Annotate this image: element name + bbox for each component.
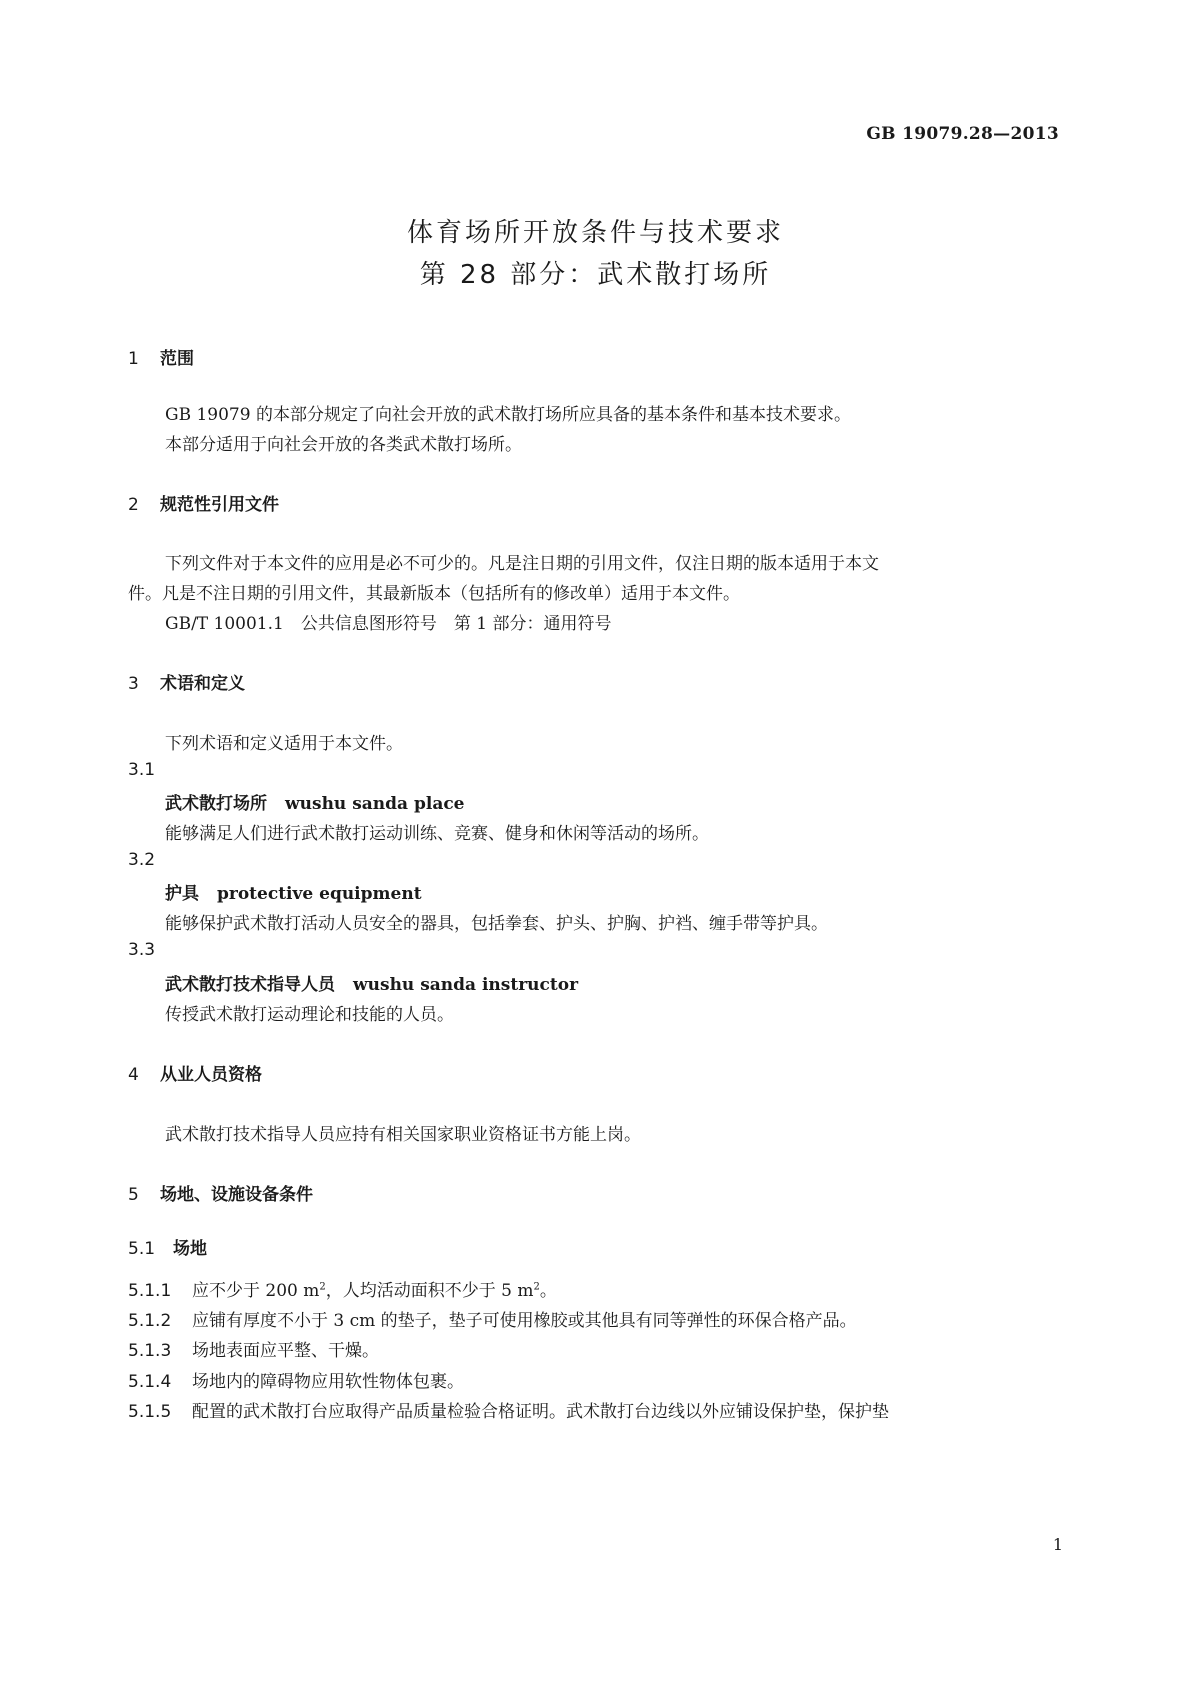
section-2-paragraph-line-2: 件。凡是不注日期的引用文件，其最新版本（包括所有的修改单）适用于本文件。 xyxy=(128,584,740,604)
section-1-paragraph-2: 本部分适用于向社会开放的各类武术散打场所。 xyxy=(165,435,522,455)
clause-text-part: 应不少于 200 m xyxy=(192,1281,320,1301)
section-2-title: 规范性引用文件 xyxy=(160,495,279,515)
superscript: 2 xyxy=(533,1281,540,1293)
section-4-title: 从业人员资格 xyxy=(160,1065,262,1085)
section-2-number: 2 xyxy=(128,495,139,515)
section-4-heading xyxy=(128,1060,262,1085)
clause-number: 5.1.5 xyxy=(128,1402,172,1422)
term-number: 3.2 xyxy=(128,850,156,870)
page-number: 1 xyxy=(1052,1535,1063,1554)
section-5-title: 场地、设施设备条件 xyxy=(160,1185,313,1205)
term-entry xyxy=(165,789,465,814)
section-4-number: 4 xyxy=(128,1065,139,1085)
section-2-paragraph-line-1: 下列文件对于本文件的应用是必不可少的。凡是注日期的引用文件，仅注日期的版本适用于本文 xyxy=(165,554,879,574)
section-5-heading xyxy=(128,1180,313,1205)
clause-5-1-1 xyxy=(128,1276,557,1301)
subsection-5-1-title: 场地 xyxy=(173,1239,207,1259)
section-3-title: 术语和定义 xyxy=(160,674,245,694)
term-english: wushu sanda place xyxy=(285,794,465,814)
section-1-title: 范围 xyxy=(160,349,194,369)
term-number: 3.3 xyxy=(128,940,156,960)
clause-text: 场地内的障碍物应用软性物体包裹。 xyxy=(192,1372,464,1392)
term-number: 3.1 xyxy=(128,760,156,780)
clause-5-1-5 xyxy=(128,1397,889,1422)
clause-text-part: ，人均活动面积不少于 5 m xyxy=(325,1281,534,1301)
normative-reference: GB/T 10001.1 公共信息图形符号 第 1 部分：通用符号 xyxy=(165,614,612,634)
clause-number: 5.1.2 xyxy=(128,1311,172,1331)
document-subtitle: 第 28 部分：武术散打场所 xyxy=(419,260,772,290)
clause-5-1-2 xyxy=(128,1306,857,1331)
term-entry xyxy=(165,970,578,995)
clause-text: 配置的武术散打台应取得产品质量检验合格证明。武术散打台边线以外应铺设保护垫，保护垫 xyxy=(192,1402,889,1422)
section-3-heading xyxy=(128,669,245,694)
document-title: 体育场所开放条件与技术要求 xyxy=(406,218,784,248)
superscript: 2 xyxy=(319,1281,326,1293)
subsection-5-1-heading xyxy=(128,1234,207,1259)
clause-number: 5.1.4 xyxy=(128,1372,172,1392)
section-1-number: 1 xyxy=(128,349,139,369)
term-chinese: 护具 xyxy=(165,884,199,904)
term-definition: 传授武术散打运动理论和技能的人员。 xyxy=(165,1005,454,1025)
clause-number: 5.1.1 xyxy=(128,1281,172,1301)
clause-text: 应铺有厚度不小于 3 cm 的垫子，垫子可使用橡胶或其他具有同等弹性的环保合格产品。 xyxy=(192,1311,857,1331)
term-definition: 能够保护武术散打活动人员安全的器具，包括拳套、护头、护胸、护裆、缠手带等护具。 xyxy=(165,914,828,934)
clause-5-1-3 xyxy=(128,1336,379,1361)
clause-text: 场地表面应平整、干燥。 xyxy=(192,1341,379,1361)
section-4-paragraph: 武术散打技术指导人员应持有相关国家职业资格证书方能上岗。 xyxy=(165,1125,641,1145)
term-english: protective equipment xyxy=(217,884,422,904)
subsection-5-1-number: 5.1 xyxy=(128,1239,156,1259)
clause-text-part: 。 xyxy=(539,1281,557,1301)
clause-5-1-4 xyxy=(128,1367,464,1392)
term-chinese: 武术散打技术指导人员 xyxy=(165,975,335,995)
section-5-number: 5 xyxy=(128,1185,139,1205)
section-3-number: 3 xyxy=(128,674,139,694)
section-2-heading xyxy=(128,490,279,515)
term-english: wushu sanda instructor xyxy=(353,975,579,995)
term-chinese: 武术散打场所 xyxy=(165,794,267,814)
section-3-intro: 下列术语和定义适用于本文件。 xyxy=(165,734,403,754)
clause-number: 5.1.3 xyxy=(128,1341,172,1361)
standard-code: GB 19079.28—2013 xyxy=(866,124,1059,144)
term-definition: 能够满足人们进行武术散打运动训练、竞赛、健身和休闲等活动的场所。 xyxy=(165,824,709,844)
term-entry xyxy=(165,879,422,904)
section-1-heading xyxy=(128,344,194,369)
section-1-paragraph-1: GB 19079 的本部分规定了向社会开放的武术散打场所应具备的基本条件和基本技术要求。 xyxy=(165,405,851,425)
